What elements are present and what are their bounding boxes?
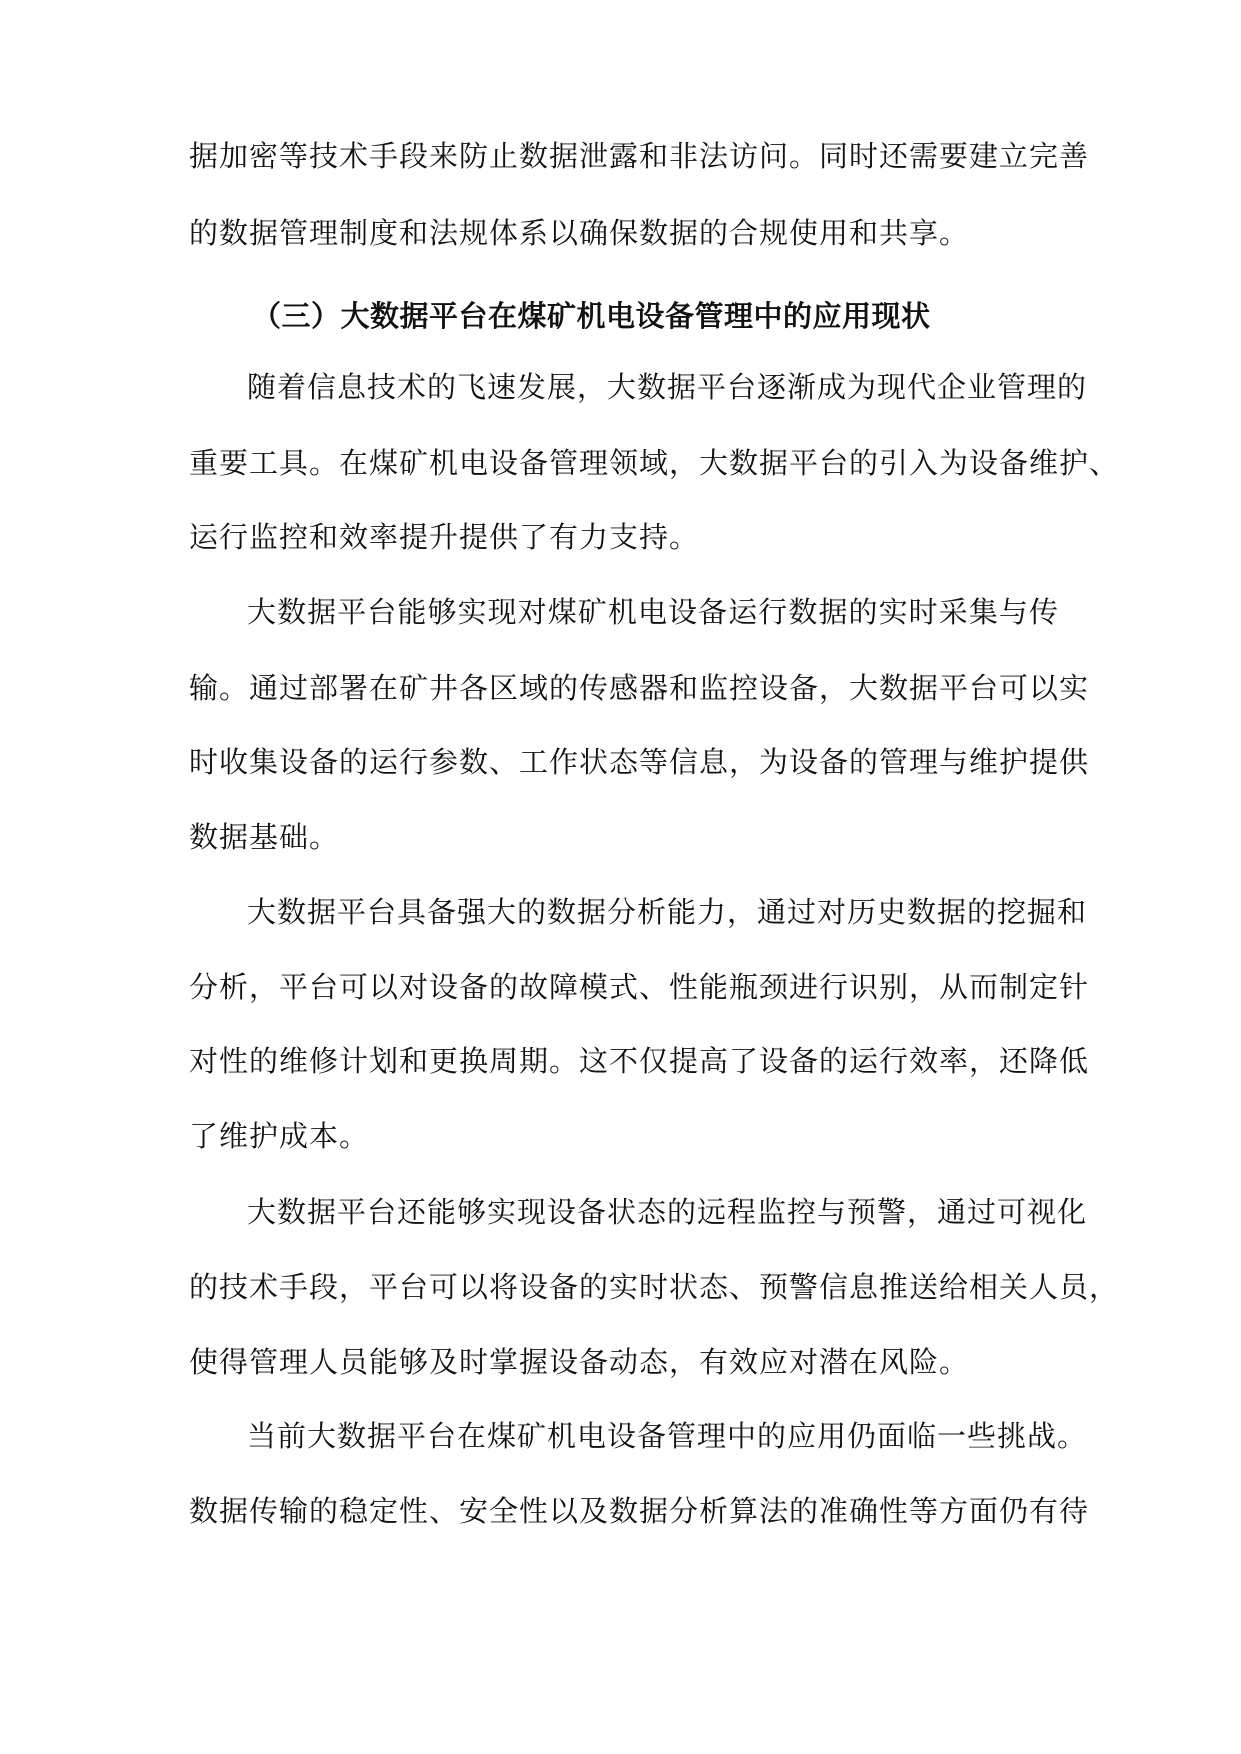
paragraph-line: 大数据平台具备强大的数据分析能力，通过对历史数据的挖掘和 [247,895,1088,929]
paragraph-line: 的数据管理制度和法规体系以确保数据的合规使用和共享。 [189,216,970,250]
paragraph-line: 的技术手段，平台可以将设备的实时状态、预警信息推送给相关人员， [189,1270,1120,1304]
paragraph-line: 数据基础。 [189,820,340,854]
paragraph-line: 使得管理人员能够及时掌握设备动态，有效应对潜在风险。 [189,1345,970,1379]
paragraph-line: 运行监控和效率提升提供了有力支持。 [189,520,700,554]
paragraph-line: 时收集设备的运行参数、工作状态等信息，为设备的管理与维护提供 [189,745,1090,779]
paragraph-line: 据加密等技术手段来防止数据泄露和非法访问。同时还需要建立完善 [189,139,1090,173]
paragraph-line: 重要工具。在煤矿机电设备管理领域，大数据平台的引入为设备维护、 [189,446,1120,480]
section-heading: （三）大数据平台在煤矿机电设备管理中的应用现状 [252,299,931,333]
paragraph-line: 了维护成本。 [189,1119,370,1153]
paragraph-line: 输。通过部署在矿井各区域的传感器和监控设备，大数据平台可以实 [189,671,1090,705]
paragraph-line: 对性的维修计划和更换周期。这不仅提高了设备的运行效率，还降低 [189,1044,1090,1078]
paragraph-line: 数据传输的稳定性、安全性以及数据分析算法的准确性等方面仍有待 [189,1494,1090,1528]
paragraph-line: 随着信息技术的飞速发展，大数据平台逐渐成为现代企业管理的 [247,370,1088,404]
paragraph-line: 分析，平台可以对设备的故障模式、性能瓶颈进行识别，从而制定针 [189,970,1090,1004]
paragraph-line: 大数据平台能够实现对煤矿机电设备运行数据的实时采集与传 [247,595,1059,629]
paragraph-line: 当前大数据平台在煤矿机电设备管理中的应用仍面临一些挑战。 [247,1419,1088,1453]
paragraph-line: 大数据平台还能够实现设备状态的远程监控与预警，通过可视化 [247,1195,1088,1229]
